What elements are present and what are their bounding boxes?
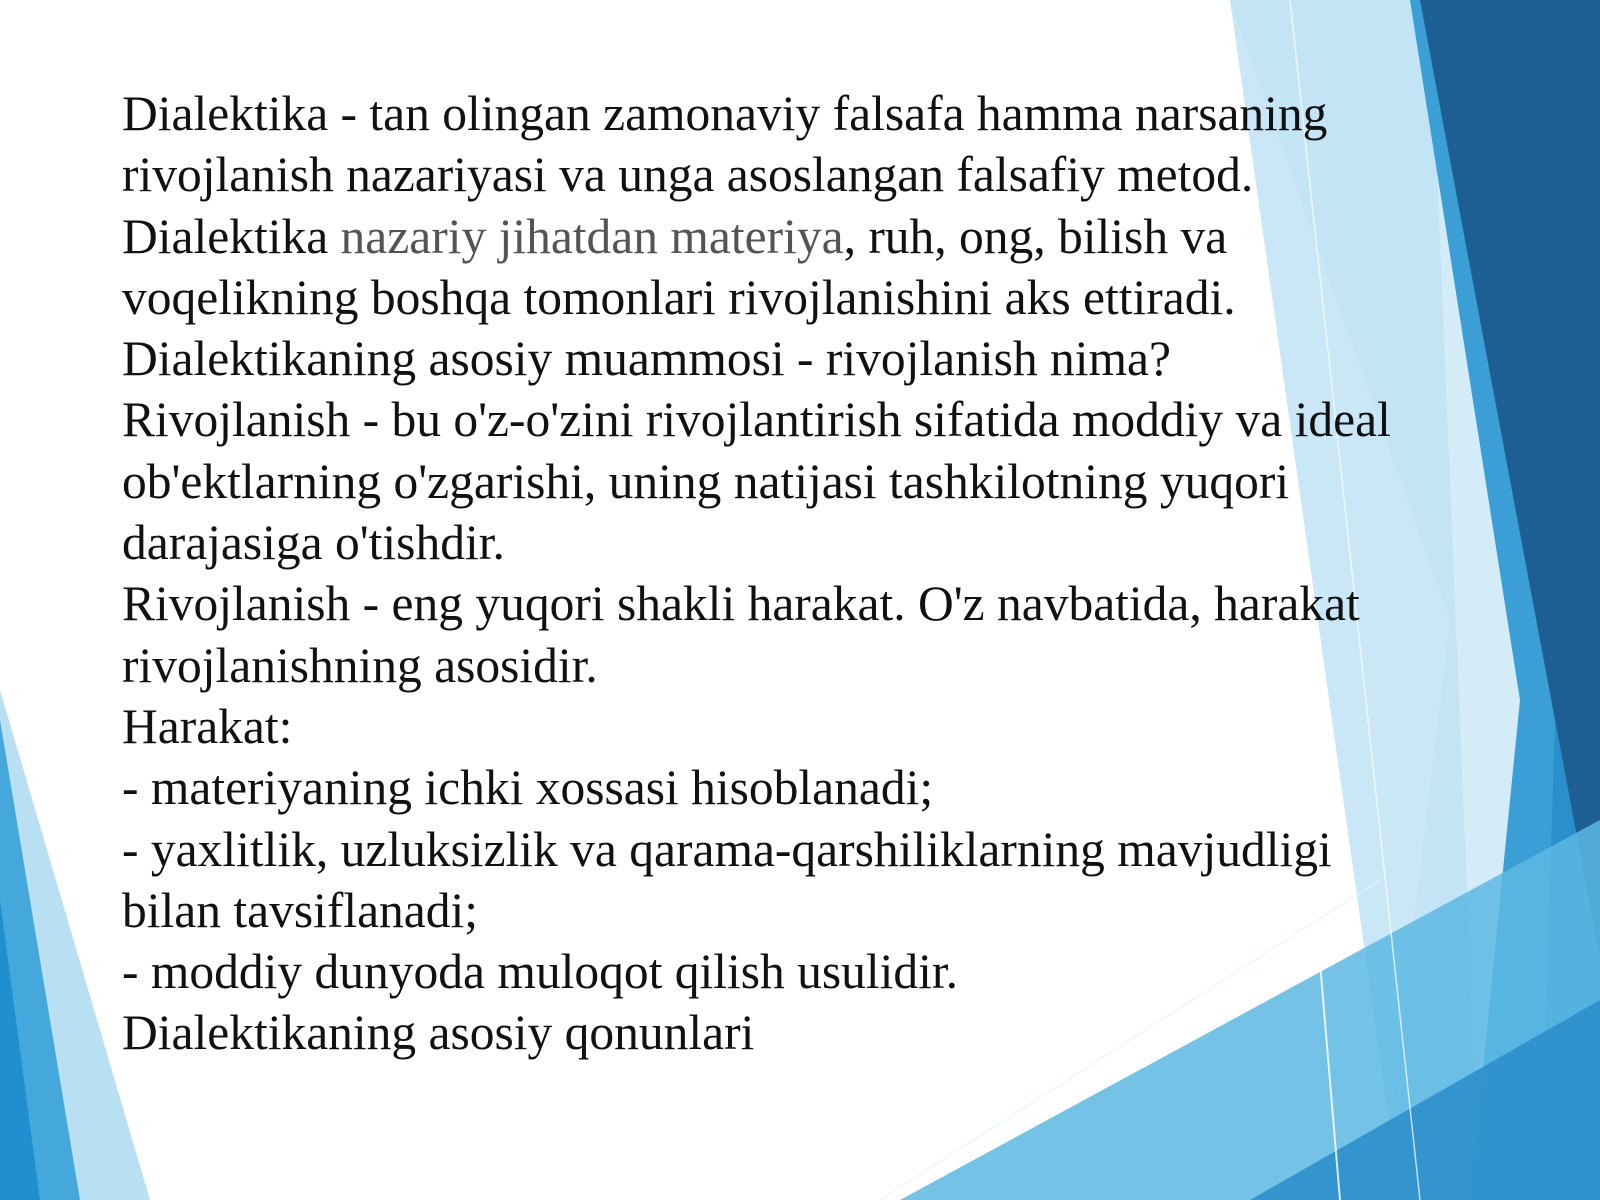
text-line: rivojlanishning asosidir. xyxy=(122,637,598,693)
text-segment: Dialektika xyxy=(122,208,341,264)
text-line: - materiyaning ichki xossasi hisoblanadi; xyxy=(122,760,934,816)
text-line: Rivojlanish - eng yuqori shakli harakat. O'z navbatida, harakat xyxy=(122,576,1360,632)
text-line: Dialektika - tan olingan zamonaviy falsafa hamma narsaning xyxy=(122,86,1328,141)
highlighted-text: nazariy jihatdan materiya xyxy=(340,208,844,264)
text-line: bilan tavsiflanadi; xyxy=(122,882,479,938)
text-line: ob'ektlarning o'zgarishi, uning natijasi tashkilotning yuqori xyxy=(122,453,1290,509)
text-line: darajasiga o'tishdir. xyxy=(122,515,505,571)
text-line: - moddiy dunyoda muloqot qilish usulidir. xyxy=(122,944,959,1000)
text-line: voqelikning boshqa tomonlari rivojlanishini aks ettiradi. xyxy=(122,269,1236,325)
text-line: - yaxlitlik, uzluksizlik va qarama-qarshiliklarning mavjudligi xyxy=(122,821,1332,877)
text-line: Dialektikaning asosiy qonunlari xyxy=(122,1005,755,1061)
text-line: Rivojlanish - bu o'z-o'zini rivojlantirish sifatida moddiy va ideal xyxy=(122,392,1391,448)
text-line xyxy=(122,206,1452,267)
text-line: Dialektikaning asosiy muammosi - rivojlanish nima? xyxy=(122,331,1171,387)
slide-body-text xyxy=(122,83,1452,1064)
text-line: rivojlanish nazariyasi va unga asoslangan falsafiy metod. xyxy=(122,147,1254,203)
text-line: Harakat: xyxy=(122,698,293,754)
text-segment: , ruh, ong, bilish va xyxy=(843,208,1228,264)
